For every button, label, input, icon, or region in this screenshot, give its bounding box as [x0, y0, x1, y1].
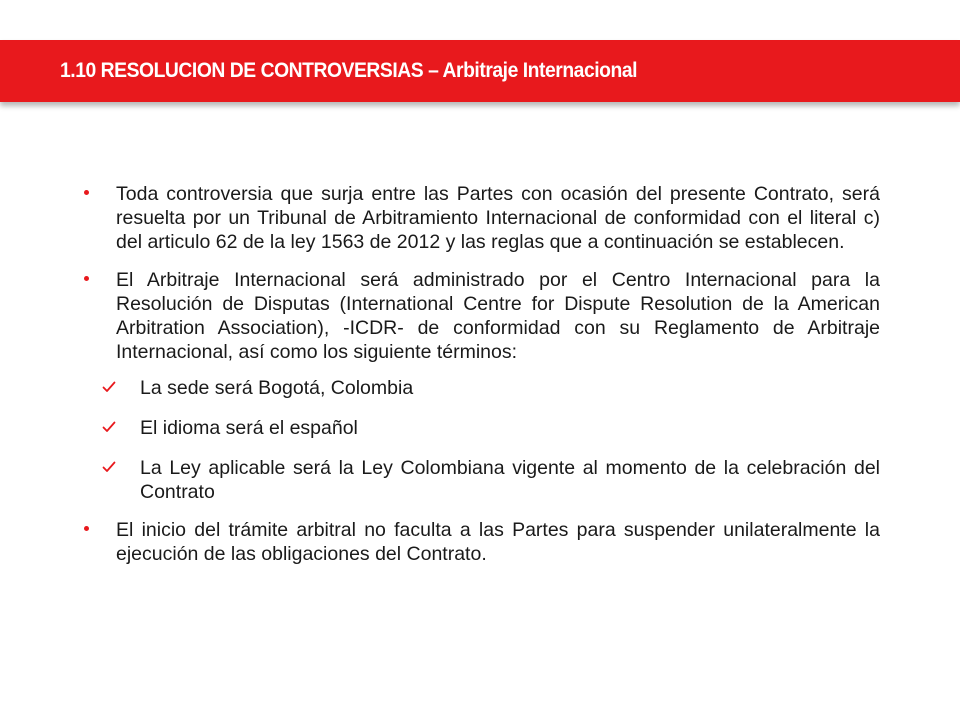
bullet-text: El Arbitraje Internacional será administrado por el Centro Internacional para la Resolución de Disputas (International Centre for Dispute Resolution de la American Arbitration Association), -ICDR- de conformidad con su Reglamento de Arbitraje Internacional, así como los siguiente términos: — [116, 269, 880, 363]
bullet-item-3 — [84, 518, 880, 566]
checklist-item-text: El idioma será el español — [140, 417, 358, 439]
bullet-item-2 — [84, 268, 880, 504]
checklist-item-sede — [84, 376, 880, 400]
bullet-icon — [84, 190, 89, 195]
bullet-text: El inicio del trámite arbitral no faculta a las Partes para suspender unilateralmente la ejecución de las obligaciones del Contrato. — [116, 519, 880, 565]
bullet-icon — [84, 276, 89, 281]
checklist-item-text: La Ley aplicable será la Ley Colombiana vigente al momento de la celebración del Contrato — [140, 457, 880, 503]
checklist-item-ley — [84, 456, 880, 504]
checkmark-icon — [102, 420, 116, 434]
checkmark-icon — [102, 380, 116, 394]
slide-content — [84, 182, 880, 580]
bullet-item-1 — [84, 182, 880, 254]
checklist — [84, 376, 880, 504]
checklist-item-text: La sede será Bogotá, Colombia — [140, 377, 414, 399]
bullet-text: Toda controversia que surja entre las Partes con ocasión del presente Contrato, será resuelta por un Tribunal de Arbitramiento Internacional de conformidad con el literal c) del articulo 62 de la ley 1563 de 2012 y las reglas que a continuación se establecen. — [116, 183, 880, 253]
checklist-item-idioma — [84, 416, 880, 440]
page-title: 1.10 RESOLUCION DE CONTROVERSIAS – Arbitraje Internacional — [60, 59, 638, 82]
checkmark-icon — [102, 460, 116, 474]
bullet-icon — [84, 526, 89, 531]
title-bar — [0, 40, 960, 102]
